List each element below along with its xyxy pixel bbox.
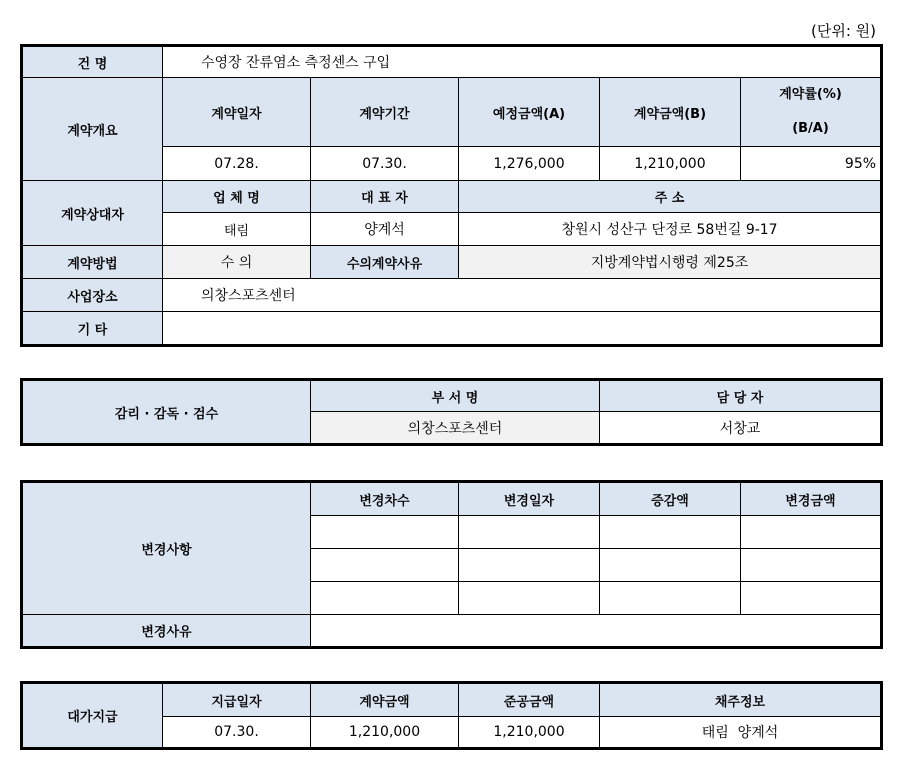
contract-table: [20, 44, 883, 347]
representative-header: 대 표 자: [311, 181, 459, 213]
payment-table: [20, 681, 883, 750]
contract-date-header: 계약일자: [163, 78, 311, 147]
changes-label: 변경사항: [22, 482, 311, 615]
contract-rate-header-line2: (B/A): [792, 121, 829, 136]
contract-rate-value: 95%: [741, 147, 882, 181]
payment-contract-amount-header: 계약금액: [311, 683, 459, 717]
change-cell: [459, 582, 600, 615]
change-cell: [311, 549, 459, 582]
payment-date-value: 07.30.: [163, 717, 311, 749]
contract-rate-header: [741, 78, 882, 147]
method-value: 수 의: [163, 246, 311, 279]
changes-table: [20, 480, 883, 649]
etc-label: 기 타: [22, 312, 163, 346]
department-header: 부 서 명: [311, 380, 600, 412]
contract-amount-header: 계약금액(B): [600, 78, 741, 147]
change-reason-value: [311, 615, 882, 648]
change-cell: [311, 582, 459, 615]
change-cell: [459, 516, 600, 549]
changed-amount-header: 변경금액: [741, 482, 882, 516]
change-date-header: 변경일자: [459, 482, 600, 516]
payment-contract-amount-value: 1,210,000: [311, 717, 459, 749]
change-cell: [600, 516, 741, 549]
company-name-value: 태림: [163, 213, 311, 246]
supervision-label: 감리 · 감독 · 검수: [22, 380, 311, 445]
manager-header: 담 당 자: [600, 380, 882, 412]
change-cell: [741, 516, 882, 549]
manager-value: 서창교: [600, 412, 882, 445]
change-reason-label: 변경사유: [22, 615, 311, 648]
etc-value: [163, 312, 882, 346]
supervision-table: [20, 378, 883, 446]
completion-amount-value: 1,210,000: [459, 717, 600, 749]
address-header: 주 소: [459, 181, 882, 213]
reason-value: 지방계약법시행령 제25조: [459, 246, 882, 279]
unit-note: (단위: 원): [811, 22, 876, 40]
contract-period-value: 07.30.: [311, 147, 459, 181]
representative-value: 양계석: [311, 213, 459, 246]
contract-amount-value: 1,210,000: [600, 147, 741, 181]
contract-period-header: 계약기간: [311, 78, 459, 147]
contract-date-value: 07.28.: [163, 147, 311, 181]
site-label: 사업장소: [22, 279, 163, 312]
change-cell: [600, 582, 741, 615]
estimated-amount-header: 예정금액(A): [459, 78, 600, 147]
department-value: 의창스포츠센터: [311, 412, 600, 445]
subject-label: 건 명: [22, 46, 163, 78]
estimated-amount-value: 1,276,000: [459, 147, 600, 181]
payment-date-header: 지급일자: [163, 683, 311, 717]
change-cell: [741, 582, 882, 615]
change-cell: [311, 516, 459, 549]
creditor-info-value: 태림 양계석: [600, 717, 882, 749]
contract-rate-header-line1: 계약률(%): [779, 87, 842, 102]
reason-label: 수의계약사유: [311, 246, 459, 279]
company-name-header: 업 체 명: [163, 181, 311, 213]
change-cell: [741, 549, 882, 582]
method-label: 계약방법: [22, 246, 163, 279]
creditor-info-header: 채주정보: [600, 683, 882, 717]
address-value: 창원시 성산구 단정로 58번길 9-17: [459, 213, 882, 246]
subject-value: 수영장 잔류염소 측정센스 구입: [163, 46, 882, 78]
change-cell: [459, 549, 600, 582]
site-value: 의창스포츠센터: [163, 279, 882, 312]
completion-amount-header: 준공금액: [459, 683, 600, 717]
party-label: 계약상대자: [22, 181, 163, 246]
summary-label: 계약개요: [22, 78, 163, 181]
change-cell: [600, 549, 741, 582]
payment-label: 대가지급: [22, 683, 163, 749]
increase-decrease-header: 증감액: [600, 482, 741, 516]
change-count-header: 변경차수: [311, 482, 459, 516]
